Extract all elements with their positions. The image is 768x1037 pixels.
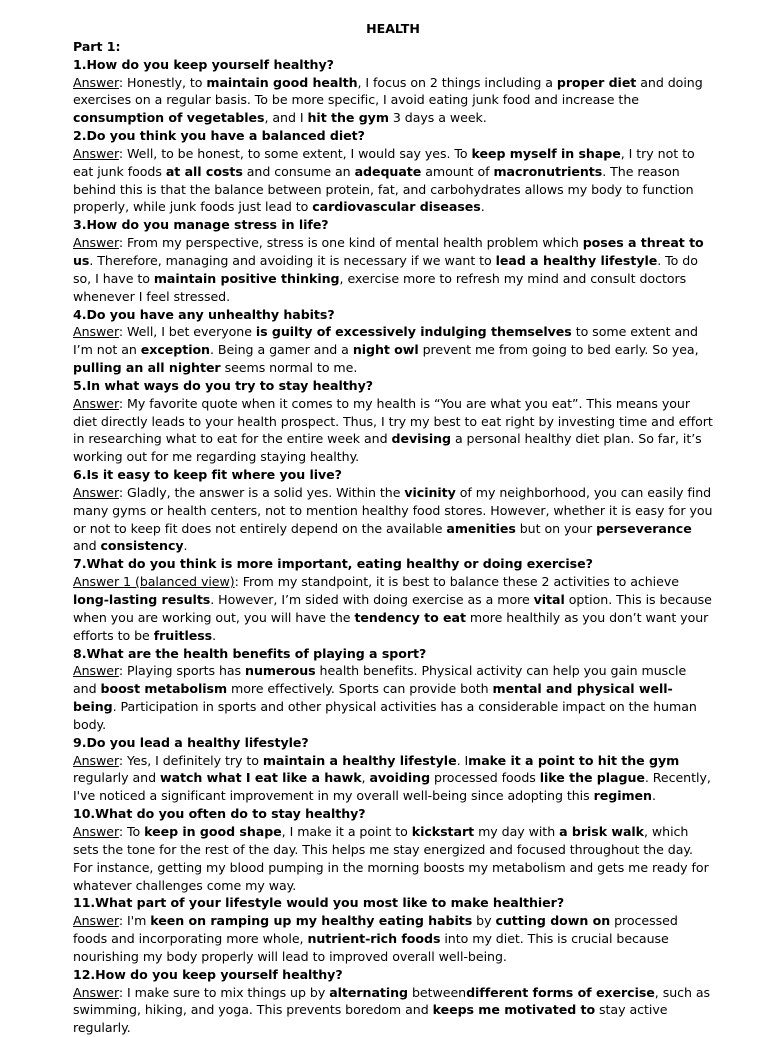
key-phrase: hit the gym bbox=[307, 110, 389, 126]
answer-label: Answer bbox=[73, 752, 119, 768]
key-phrase: cardiovascular diseases bbox=[312, 199, 481, 215]
answer-paragraph bbox=[73, 752, 713, 806]
answer-text: . I bbox=[456, 752, 469, 768]
answer-text: prevent me from going to bed early. So yea, bbox=[418, 342, 699, 358]
answer-paragraph bbox=[73, 573, 713, 644]
question-heading: 4.Do you have any unhealthy habits? bbox=[73, 306, 335, 322]
key-phrase: keen on ramping up my healthy eating habits bbox=[150, 913, 473, 929]
key-phrase: keeps me motivated to bbox=[432, 1002, 596, 1018]
answer-label: Answer bbox=[73, 984, 119, 1000]
key-phrase: long-lasting results bbox=[73, 592, 211, 607]
key-phrase: is guilty of excessively indulging themselves bbox=[255, 324, 572, 340]
qa-list bbox=[73, 56, 713, 1037]
answer-text: . However, I’m sided with doing exercise as a more bbox=[210, 592, 534, 607]
answer-text: : Playing sports has bbox=[118, 663, 246, 679]
answer-label: Answer bbox=[73, 74, 119, 90]
answer-text: more effectively. Sports can provide both bbox=[227, 681, 493, 697]
answer-text: and doing exercises on a regular basis. To be more specific, I avoid eating junk food and increase the bbox=[73, 74, 703, 108]
answer-text: , I focus on 2 things including a bbox=[357, 74, 557, 90]
answer-paragraph bbox=[73, 74, 713, 128]
answer-text: and bbox=[73, 538, 101, 554]
question-heading: 8.What are the health benefits of playing a sport? bbox=[73, 645, 427, 661]
key-phrase: vital bbox=[533, 592, 565, 607]
answer-label: Answer bbox=[73, 235, 119, 251]
key-phrase: vicinity bbox=[404, 484, 456, 500]
key-phrase: adequate bbox=[354, 163, 422, 179]
answer-text: : My favorite quote when it comes to my health is “You are what you eat”. This means your diet directly leads to your health prospect. Thus, I try my best to eat right by investing time and effort in researching what to eat for the entire week and bbox=[73, 395, 713, 447]
answer-text: . Participation in sports and other physical activities has a considerable impact on the human body. bbox=[73, 699, 697, 732]
key-phrase: like the plague bbox=[539, 770, 645, 786]
key-phrase: watch what I eat like a hawk bbox=[159, 770, 362, 786]
answer-text: . Therefore, managing and avoiding it is necessary if we want to bbox=[89, 252, 496, 268]
key-phrase: avoiding bbox=[369, 770, 431, 786]
key-phrase: consumption of vegetables bbox=[73, 110, 265, 126]
part-heading: Part 1: bbox=[73, 38, 121, 54]
key-phrase: keep myself in shape bbox=[471, 145, 621, 161]
answer-text: health benefits. Physical activity can help you gain muscle and bbox=[73, 663, 687, 697]
answer-label: Answer bbox=[73, 913, 119, 929]
answer-paragraph bbox=[73, 323, 713, 377]
answer-label: Answer bbox=[73, 823, 119, 839]
key-phrase: lead a healthy lifestyle bbox=[495, 252, 658, 268]
answer-text: seems normal to me. bbox=[220, 360, 358, 376]
answer-text: , bbox=[361, 770, 370, 786]
answer-text: , I make it a point to bbox=[281, 823, 412, 839]
key-phrase: make it a point to hit the gym bbox=[468, 752, 680, 768]
answer-text: : Honestly, to bbox=[118, 74, 207, 90]
answer-text: into my diet. This is crucial because nourishing my body properly will lead to improved overall well-being. bbox=[73, 931, 669, 964]
key-phrase: numerous bbox=[245, 663, 316, 679]
key-phrase: exception bbox=[140, 342, 210, 358]
answer-text: but on your bbox=[515, 520, 597, 536]
answer-paragraph bbox=[73, 234, 713, 305]
question-heading: 12.How do you keep yourself healthy? bbox=[73, 966, 343, 982]
answer-paragraph bbox=[73, 984, 713, 1037]
answer-paragraph bbox=[73, 395, 713, 466]
key-phrase: alternating bbox=[329, 984, 409, 1000]
answer-text: by bbox=[472, 913, 496, 929]
answer-text: : Well, to be honest, to some extent, I would say yes. To bbox=[118, 145, 472, 161]
answer-label: Answer bbox=[73, 324, 119, 340]
key-phrase: macronutrients bbox=[493, 163, 603, 179]
answer-text: : Well, I bet everyone bbox=[118, 324, 256, 340]
question-heading: 6.Is it easy to keep fit where you live? bbox=[73, 467, 342, 483]
answer-text: of my neighborhood, you can easily find many gyms or health centers, not to mention healthy food stores. However, whether it is easy for you or not to keep fit does not entirely depend on the available bbox=[73, 484, 713, 536]
answer-text: my day with bbox=[474, 823, 560, 839]
answer-text: , and I bbox=[264, 110, 308, 126]
answer-text: : From my perspective, stress is one kind of mental health problem which bbox=[118, 235, 583, 251]
key-phrase: night owl bbox=[352, 342, 419, 358]
answer-text: . Being a gamer and a bbox=[209, 342, 353, 358]
answer-text: . Recently, I've noticed a significant improvement in my overall well-being since adopting this bbox=[73, 770, 711, 804]
key-phrase: consistency bbox=[100, 538, 184, 554]
question-heading: 1.How do you keep yourself healthy? bbox=[73, 56, 334, 72]
key-phrase: keep in good shape bbox=[144, 823, 282, 839]
key-phrase: different forms of exercise bbox=[466, 984, 655, 1000]
document-page bbox=[73, 20, 713, 1037]
answer-label: Answer bbox=[73, 663, 119, 679]
key-phrase: maintain a healthy lifestyle bbox=[262, 752, 457, 768]
answer-text: . To do so, I have to bbox=[73, 252, 698, 286]
key-phrase: a brisk walk bbox=[559, 823, 644, 839]
answer-text: a personal healthy diet plan. So far, it’s working out for me regarding staying healthy. bbox=[73, 431, 702, 465]
answer-text: : I'm bbox=[118, 913, 151, 929]
answer-text: processed foods and incorporating more whole, bbox=[73, 913, 678, 947]
answer-text: . bbox=[212, 627, 217, 643]
key-phrase: at all costs bbox=[165, 163, 243, 179]
answer-label: Answer 1 (balanced view) bbox=[73, 574, 235, 590]
question-heading: 2.Do you think you have a balanced diet? bbox=[73, 128, 365, 144]
answer-text: : To bbox=[118, 823, 145, 839]
key-phrase: pulling an all nighter bbox=[73, 360, 221, 376]
answer-label: Answer bbox=[73, 395, 119, 411]
answer-text: , such as swimming, hiking, and yoga. This prevents boredom and bbox=[73, 984, 711, 1018]
answer-text: between bbox=[408, 984, 467, 1000]
answer-text: . bbox=[183, 538, 188, 554]
answer-text: stay active regularly. bbox=[73, 1002, 668, 1036]
key-phrase: perseverance bbox=[596, 520, 692, 536]
answer-text: . bbox=[651, 788, 656, 804]
answer-text: , exercise more to refresh my mind and consult doctors whenever I feel stressed. bbox=[73, 270, 687, 304]
question-heading: 11.What part of your lifestyle would you most like to make healthier? bbox=[73, 895, 565, 911]
key-phrase: proper diet bbox=[556, 74, 637, 90]
answer-text: and consume an bbox=[242, 163, 355, 179]
answer-paragraph bbox=[73, 823, 713, 894]
key-phrase: kickstart bbox=[411, 823, 475, 839]
key-phrase: fruitless bbox=[153, 627, 213, 643]
answer-paragraph bbox=[73, 145, 713, 216]
key-phrase: devising bbox=[391, 431, 451, 447]
answer-text: to some extent and I’m not an bbox=[73, 324, 699, 358]
answer-text: regularly and bbox=[73, 770, 160, 786]
answer-text: . The reason behind this is that the balance between protein, fat, and carbohydrates allows my body to function properly, while junk foods just lead to bbox=[73, 163, 694, 215]
key-phrase: regimen bbox=[593, 788, 652, 804]
answer-text: , I try not to eat junk foods bbox=[73, 145, 695, 179]
question-heading: 9.Do you lead a healthy lifestyle? bbox=[73, 734, 309, 750]
key-phrase: poses a threat to us bbox=[73, 235, 704, 268]
question-heading: 7.What do you think is more important, eating healthy or doing exercise? bbox=[73, 556, 593, 572]
answer-text: : I make sure to mix things up by bbox=[118, 984, 330, 1000]
key-phrase: amenities bbox=[446, 520, 516, 536]
answer-text: , which sets the tone for the rest of the day. This helps me stay energized and focused throughout the day. For instance, getting my blood pumping in the morning boosts my metabolism and gets me ready for whatever challenges come my way. bbox=[73, 823, 709, 893]
answer-text: : Yes, I definitely try to bbox=[118, 752, 263, 768]
key-phrase: tendency to eat bbox=[354, 609, 466, 625]
key-phrase: cutting down on bbox=[495, 913, 611, 929]
answer-paragraph bbox=[73, 662, 713, 733]
document-title: HEALTH bbox=[366, 21, 420, 36]
answer-label: Answer bbox=[73, 484, 119, 500]
answer-text: option. This is because when you are working out, you will have the bbox=[73, 592, 712, 625]
answer-paragraph bbox=[73, 912, 713, 966]
key-phrase: maintain good health bbox=[206, 74, 358, 90]
answer-text: processed foods bbox=[430, 770, 540, 786]
question-heading: 3.How do you manage stress in life? bbox=[73, 217, 329, 233]
answer-text: 3 days a week. bbox=[388, 110, 487, 126]
question-heading: 5.In what ways do you try to stay healthy? bbox=[73, 377, 374, 393]
answer-text: more healthily as you don’t want your efforts to be bbox=[73, 609, 709, 643]
answer-text: amount of bbox=[421, 163, 494, 179]
answer-label: Answer bbox=[73, 145, 119, 161]
key-phrase: mental and physical well-being bbox=[73, 681, 673, 715]
key-phrase: maintain positive thinking bbox=[153, 270, 340, 286]
answer-text: . bbox=[480, 199, 485, 215]
answer-text: : From my standpoint, it is best to balance these 2 activities to achieve bbox=[234, 574, 679, 590]
question-heading: 10.What do you often do to stay healthy? bbox=[73, 806, 366, 822]
key-phrase: nutrient-rich foods bbox=[307, 931, 441, 947]
answer-paragraph bbox=[73, 484, 713, 555]
answer-text: : Gladly, the answer is a solid yes. Within the bbox=[118, 484, 405, 500]
key-phrase: boost metabolism bbox=[100, 681, 228, 697]
